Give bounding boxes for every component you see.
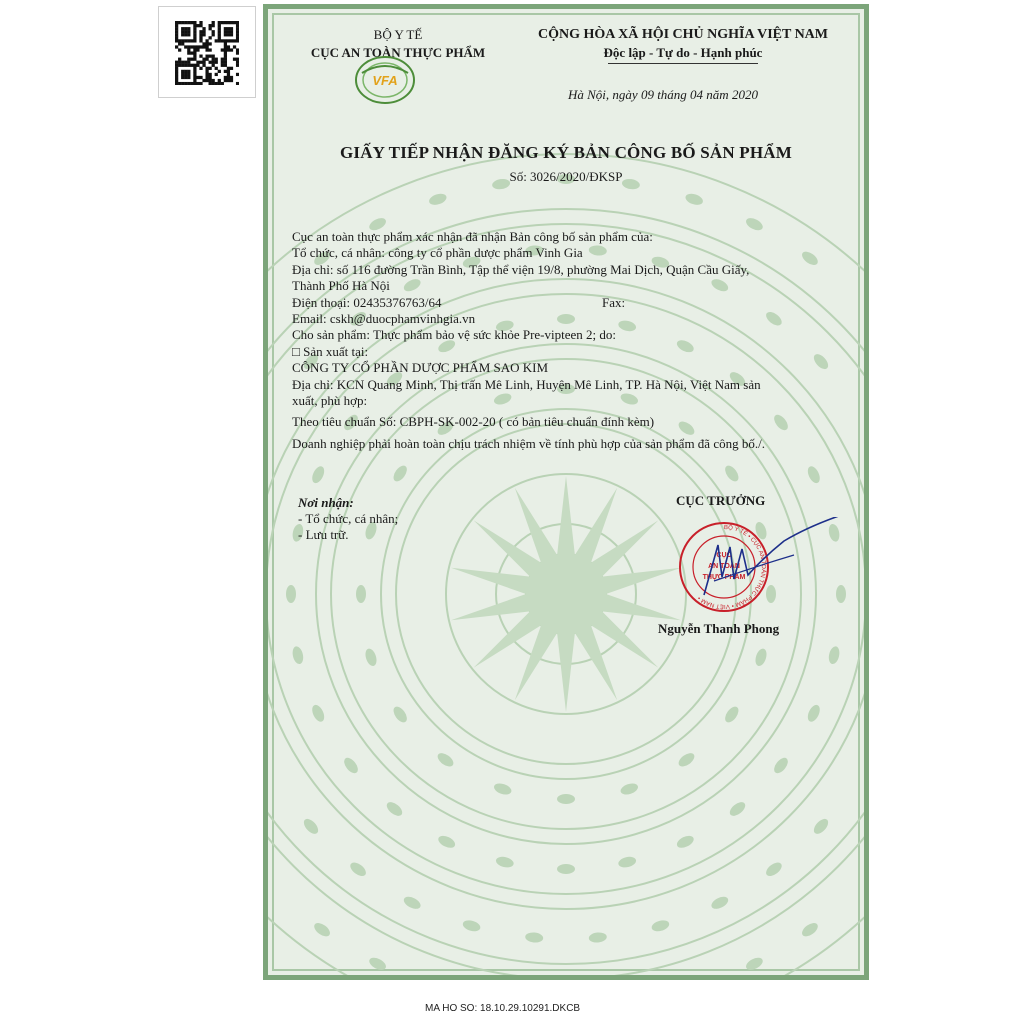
phone-text: Điện thoại: 02435376763/64 bbox=[292, 294, 442, 310]
vfa-logo bbox=[354, 55, 416, 105]
signer-position: CỤC TRƯỞNG bbox=[676, 493, 766, 508]
seal-ring-text: BỘ Y TẾ • CỤC AN TOÀN THỰC PHẨM • VIỆT NAM • bbox=[696, 524, 766, 610]
manufacturer-address-line-1: Địa chỉ: KCN Quang Minh, Thị trấn Mê Linh, Huyện Mê Linh, TP. Hà Nội, Việt Nam sản bbox=[292, 376, 761, 392]
seal-center-line-3: THỰC PHẨM bbox=[702, 574, 746, 581]
intro-line: Cục an toàn thực phẩm xác nhận đã nhận Bản công bố sản phẩm của: bbox=[292, 229, 653, 244]
recipients-block bbox=[298, 495, 398, 543]
dossier-code: MA HO SO: 18.10.29.10291.DKCB bbox=[425, 1003, 581, 1014]
national-motto: Độc lập - Tự do - Hạnh phúc bbox=[603, 45, 763, 60]
email-line: Email: cskh@duocphamvinhgia.vn bbox=[292, 311, 476, 327]
official-seal bbox=[674, 517, 864, 617]
manufacturer-line: CÔNG TY CỔ PHẦN DƯỢC PHẨM SAO KIM bbox=[292, 360, 549, 376]
organization-line: Tổ chức, cá nhân: công ty cổ phần dược phẩm Vinh Gia bbox=[292, 245, 583, 261]
ministry-name: BỘ Y TẾ bbox=[373, 27, 423, 42]
product-line: Cho sản phẩm: Thực phẩm bảo vệ sức khỏe Pre-vipteen 2; do: bbox=[292, 327, 616, 343]
phone-fax-line bbox=[292, 295, 852, 311]
fax-text: Fax: bbox=[602, 294, 626, 310]
signer-name: Nguyễn Thanh Phong bbox=[658, 621, 780, 636]
department-name: CỤC AN TOÀN THỰC PHẨM bbox=[310, 45, 486, 60]
qr-code-icon bbox=[175, 21, 239, 85]
recipient-item: - Tổ chức, cá nhân; bbox=[298, 511, 399, 526]
recipient-item: - Lưu trữ. bbox=[298, 527, 349, 542]
standard-line: Theo tiêu chuẩn Số: CBPH-SK-002-20 ( có bản tiêu chuẩn đính kèm) bbox=[292, 414, 655, 430]
national-header bbox=[513, 27, 853, 64]
document-body bbox=[292, 229, 852, 452]
responsibility-line: Doanh nghiệp phải hoàn toàn chịu trách nhiệm về tính phù hợp của sản phẩm đã công bố./. bbox=[292, 435, 765, 451]
certificate bbox=[263, 4, 869, 980]
document-title: GIẤY TIẾP NHẬN ĐĂNG KÝ BẢN CÔNG BỐ SẢN PHẨM bbox=[339, 143, 793, 162]
document-number: Số: 3026/2020/ĐKSP bbox=[509, 169, 623, 184]
issue-date: Hà Nội, ngày 09 tháng 04 năm 2020 bbox=[568, 87, 758, 102]
country-name: CỘNG HÒA XÃ HỘI CHỦ NGHĨA VIỆT NAM bbox=[537, 27, 828, 42]
seal-center-line-1: CỤC bbox=[716, 552, 732, 559]
address-line-1: Địa chỉ: số 116 đường Trần Bình, Tập thể viện 19/8, phường Mai Dịch, Quận Cầu Giấy, bbox=[292, 261, 750, 277]
qr-code bbox=[158, 6, 256, 98]
motto-underline bbox=[608, 63, 758, 64]
address-line-2: Thành Phố Hà Nội bbox=[292, 278, 390, 294]
manufacturer-address-line-2: xuất, phù hợp: bbox=[292, 393, 368, 409]
vfa-logo-text: VFA bbox=[372, 73, 398, 88]
seal-center-line-2: AN TOÀN bbox=[708, 563, 740, 570]
produced-at-line: □ Sản xuất tại: bbox=[292, 343, 369, 359]
recipients-title: Nơi nhận: bbox=[298, 495, 354, 510]
